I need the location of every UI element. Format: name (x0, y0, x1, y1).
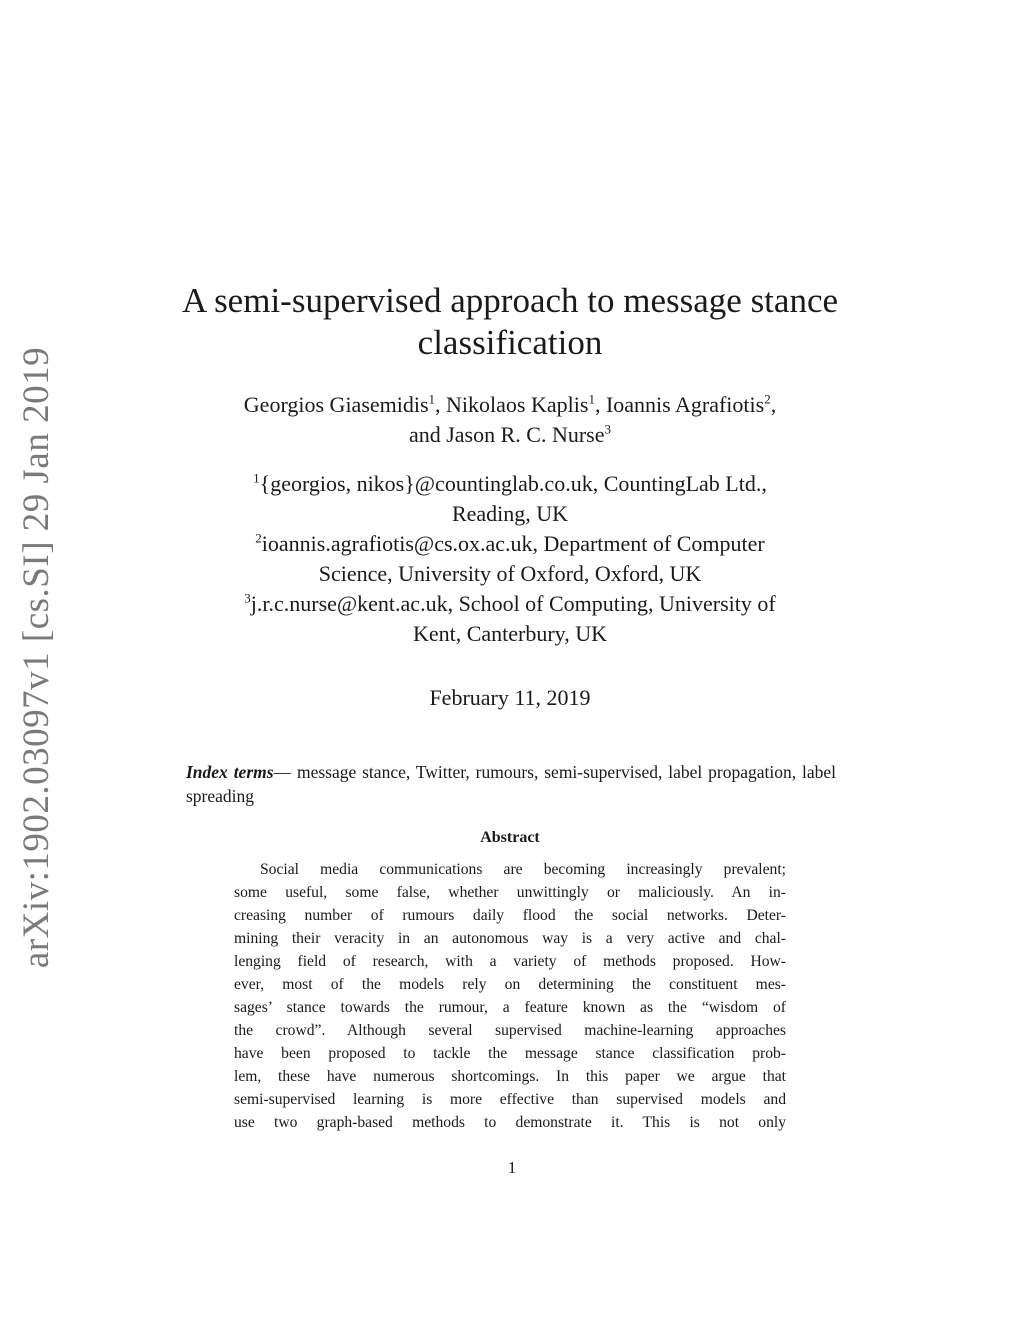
author-name: Georgios Giasemidis (243, 392, 429, 417)
affiliation-1-line-2: Reading, UK (451, 501, 569, 526)
publication-date: February 11, 2019 (429, 685, 591, 710)
paper-title (180, 280, 840, 364)
page-number: 1 (507, 1158, 517, 1177)
author-affil-mark: 3 (604, 421, 612, 437)
index-terms-text: — message stance, Twitter, rumours, semi-supervised, label propagation, label spreading (186, 762, 836, 806)
abstract-line: the crowd”. Although several supervised machine-learning approaches (234, 1022, 786, 1039)
affiliation-2-line-2: Science, University of Oxford, Oxford, UK (318, 561, 702, 586)
abstract-line: use two graph-based methods to demonstrate it. This is not only (234, 1114, 786, 1131)
author-list (180, 390, 840, 450)
author-name: , Nikolaos Kaplis (435, 392, 589, 417)
affil-mark: 3 (244, 590, 251, 606)
affil-mark: 2 (255, 530, 262, 546)
abstract-line: lenging field of research, with a variety of methods proposed. How- (234, 953, 786, 970)
author-affil-mark: 2 (764, 391, 771, 407)
author-affil-mark: 1 (588, 391, 595, 407)
index-terms (186, 760, 836, 808)
abstract-line: mining their veracity in an autonomous way is a very active and chal- (234, 930, 786, 947)
abstract-line: semi-supervised learning is more effective than supervised models and (234, 1091, 786, 1108)
arxiv-identifier: arXiv:1902.03097v1 [cs.SI] 29 Jan 2019 (16, 346, 58, 969)
affiliation-list (180, 469, 840, 649)
arxiv-side-stamp (12, 346, 62, 969)
abstract-body (234, 858, 786, 1134)
abstract-line: some useful, some false, whether unwittingly or maliciously. An in- (234, 884, 786, 901)
abstract-line: have been proposed to tackle the message stance classification prob- (234, 1045, 786, 1062)
abstract-line: lem, these have numerous shortcomings. In this paper we argue that (234, 1068, 786, 1085)
author-affil-mark: 1 (428, 391, 436, 407)
abstract-heading: Abstract (480, 829, 540, 846)
affil-mark: 1 (253, 470, 260, 486)
affiliation-2-line-1: ioannis.agrafiotis@cs.ox.ac.uk, Department of Computer (261, 531, 765, 556)
abstract-line: sages’ stance towards the rumour, a feature known as the “wisdom of (234, 999, 786, 1016)
author-separator: , (770, 392, 777, 417)
affiliation-3-line-2: Kent, Canterbury, UK (412, 621, 608, 646)
abstract-line: Social media communications are becoming increasingly prevalent; (260, 861, 786, 878)
title-line-1: A semi-supervised approach to message stance (181, 281, 839, 320)
abstract-line: ever, most of the models rely on determining the constituent mes- (234, 976, 786, 993)
title-line-2: classification (417, 323, 603, 362)
author-name: and Jason R. C. Nurse (408, 422, 605, 447)
affiliation-3-line-1: j.r.c.nurse@kent.ac.uk, School of Computing, University of (250, 591, 776, 616)
abstract-line: creasing number of rumours daily flood the social networks. Deter- (234, 907, 786, 924)
index-terms-label: Index terms (186, 762, 274, 782)
affiliation-1-line-1: {georgios, nikos}@countinglab.co.uk, CountingLab Ltd., (259, 471, 767, 496)
author-name: , Ioannis Agrafiotis (594, 392, 765, 417)
